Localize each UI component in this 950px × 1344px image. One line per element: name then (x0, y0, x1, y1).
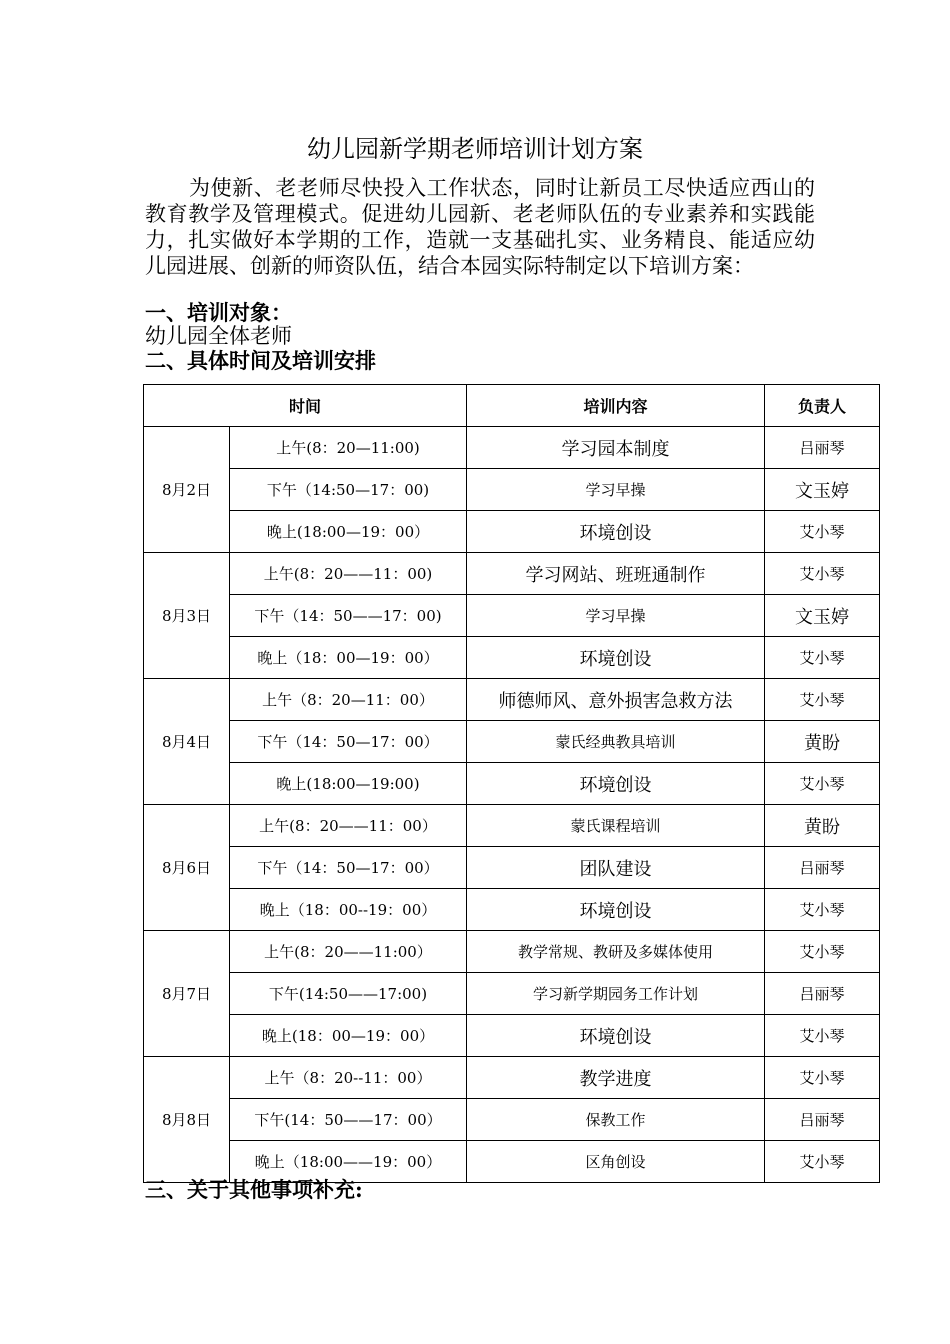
content-cell: 师德师风、意外损害急救方法 (467, 679, 765, 721)
time-cell: 下午(14：50——17：00） (230, 1099, 467, 1141)
person-cell: 艾小琴 (765, 763, 880, 805)
person-cell: 吕丽琴 (765, 847, 880, 889)
content-cell: 环境创设 (467, 763, 765, 805)
content-cell: 学习园本制度 (467, 427, 765, 469)
table-header-row (144, 385, 880, 427)
section1-text: 幼儿园全体老师 (145, 324, 292, 348)
time-cell: 上午(8：20—11:00) (230, 427, 467, 469)
time-cell: 晚上（18：00—19：00） (230, 637, 467, 679)
person-cell: 艾小琴 (765, 679, 880, 721)
time-cell: 晚上（18:00——19：00） (230, 1141, 467, 1183)
content-cell: 区角创设 (467, 1141, 765, 1183)
person-cell: 艾小琴 (765, 511, 880, 553)
date-cell: 8月7日 (144, 931, 230, 1057)
table-row (144, 595, 880, 637)
content-cell: 教学进度 (467, 1057, 765, 1099)
table-row (144, 637, 880, 679)
time-cell: 下午（14:50—17：00) (230, 469, 467, 511)
content-cell: 保教工作 (467, 1099, 765, 1141)
content-cell: 学习新学期园务工作计划 (467, 973, 765, 1015)
person-cell: 艾小琴 (765, 553, 880, 595)
time-cell: 上午（8：20--11：00） (230, 1057, 467, 1099)
time-cell: 晚上(18:00—19:00) (230, 763, 467, 805)
time-cell: 上午(8：20——11：00) (230, 553, 467, 595)
person-cell: 黄盼 (765, 721, 880, 763)
section1-heading: 一、培训对象： (145, 300, 292, 325)
person-cell: 吕丽琴 (765, 1099, 880, 1141)
header-person: 负责人 (765, 385, 880, 427)
time-cell: 上午（8：20—11：00） (230, 679, 467, 721)
table-row (144, 847, 880, 889)
table-row (144, 679, 880, 721)
time-cell: 晚上(18:00—19：00） (230, 511, 467, 553)
table-row (144, 553, 880, 595)
date-cell: 8月3日 (144, 553, 230, 679)
content-cell: 学习网站、班班通制作 (467, 553, 765, 595)
time-cell: 下午（14：50——17：00) (230, 595, 467, 637)
table-row (144, 763, 880, 805)
date-cell: 8月4日 (144, 679, 230, 805)
date-cell: 8月8日 (144, 1057, 230, 1183)
person-cell: 艾小琴 (765, 1141, 880, 1183)
content-cell: 蒙氏经典教具培训 (467, 721, 765, 763)
header-content: 培训内容 (467, 385, 765, 427)
table-row (144, 973, 880, 1015)
section3-heading: 三、关于其他事项补充: (145, 1177, 363, 1202)
content-cell: 环境创设 (467, 889, 765, 931)
person-cell: 吕丽琴 (765, 973, 880, 1015)
intro-paragraph: 为使新、老老师尽快投入工作状态，同时让新员工尽快适应西山的教育教学及管理模式。促进幼儿园新、老老师队伍的专业素养和实践能力，扎实做好本学期的工作，造就一支基础扎实、业务精良、能适应幼儿园进展、创新的师资队伍，结合本园实际特制定以下培训方案： (145, 176, 815, 278)
person-cell: 艾小琴 (765, 637, 880, 679)
table-row (144, 469, 880, 511)
time-cell: 下午（14：50—17：00） (230, 847, 467, 889)
person-cell: 文玉婷 (765, 469, 880, 511)
table-row (144, 1099, 880, 1141)
section2-heading: 二、具体时间及培训安排 (145, 348, 376, 373)
document-title: 幼儿园新学期老师培训计划方案 (307, 135, 643, 163)
table-row (144, 427, 880, 469)
table-row (144, 931, 880, 973)
time-cell: 晚上（18：00--19：00） (230, 889, 467, 931)
content-cell: 环境创设 (467, 511, 765, 553)
person-cell: 艾小琴 (765, 931, 880, 973)
time-cell: 上午(8：20——11:00） (230, 931, 467, 973)
person-cell: 吕丽琴 (765, 427, 880, 469)
time-cell: 下午(14:50——17:00) (230, 973, 467, 1015)
table-row (144, 889, 880, 931)
content-cell: 团队建设 (467, 847, 765, 889)
content-cell: 学习早操 (467, 469, 765, 511)
header-time: 时间 (144, 385, 467, 427)
table-row (144, 511, 880, 553)
table-row (144, 805, 880, 847)
content-cell: 学习早操 (467, 595, 765, 637)
person-cell: 艾小琴 (765, 1015, 880, 1057)
time-cell: 上午(8：20——11：00） (230, 805, 467, 847)
date-cell: 8月6日 (144, 805, 230, 931)
table-row (144, 1057, 880, 1099)
content-cell: 蒙氏课程培训 (467, 805, 765, 847)
person-cell: 文玉婷 (765, 595, 880, 637)
person-cell: 艾小琴 (765, 1057, 880, 1099)
person-cell: 艾小琴 (765, 889, 880, 931)
table-row (144, 721, 880, 763)
person-cell: 黄盼 (765, 805, 880, 847)
content-cell: 环境创设 (467, 1015, 765, 1057)
time-cell: 下午（14：50—17：00） (230, 721, 467, 763)
content-cell: 教学常规、教研及多媒体使用 (467, 931, 765, 973)
content-cell: 环境创设 (467, 637, 765, 679)
date-cell: 8月2日 (144, 427, 230, 553)
time-cell: 晚上(18：00—19：00） (230, 1015, 467, 1057)
schedule-table (143, 384, 880, 1183)
table-row (144, 1015, 880, 1057)
